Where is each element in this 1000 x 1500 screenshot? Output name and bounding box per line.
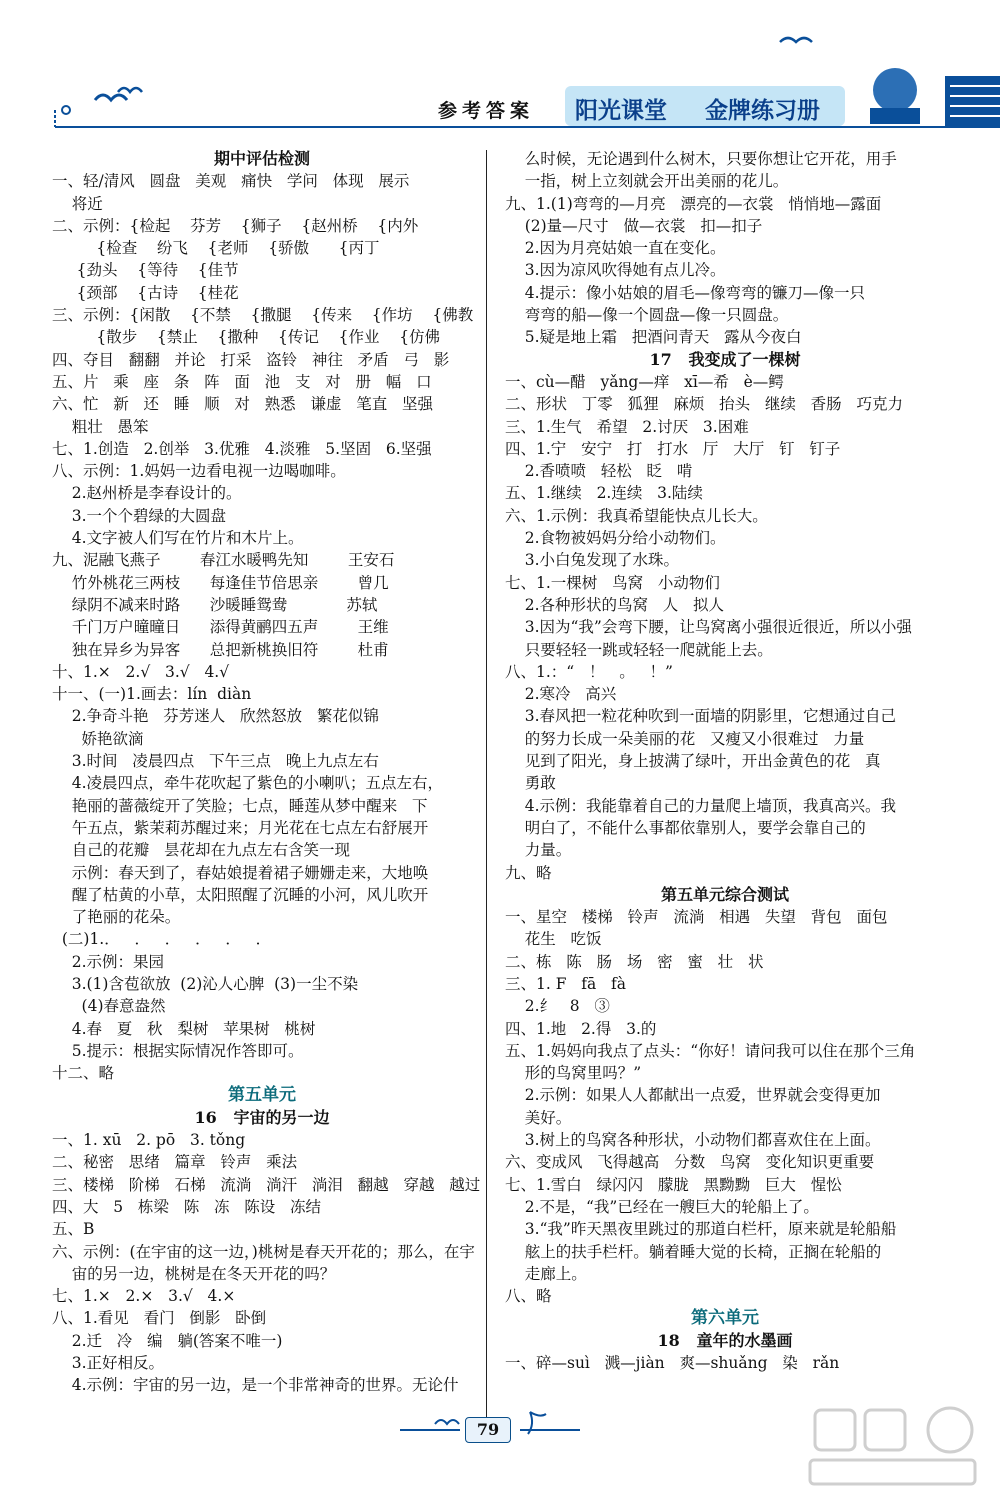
answer-line: 八、略 (505, 1287, 552, 1306)
answer-line: 示例：春天到了，春姑娘提着裙子姗姗走来，大地唤 (52, 863, 429, 882)
answer-line: 四、1.宁 安宁 打 打水 厅 大厅 钉 钉子 (505, 439, 841, 458)
answer-line: 3.小白兔发现了水珠。 (505, 551, 679, 570)
answer-line: 二、秘密 思绪 篇章 铃声 乘法 (52, 1153, 298, 1172)
lesson-heading: 16 宇宙的另一边 (194, 1107, 330, 1127)
answer-line: 2.示例：如果人人都献出一点爱，世界就会变得更加 (505, 1086, 881, 1105)
answer-line: 明白了，不能什么事都依靠别人，要学会靠自己的 (505, 818, 866, 837)
answer-line: 七、1.创造 2.创举 3.优雅 4.淡雅 5.坚固 6.坚强 (52, 439, 432, 458)
rule-ornament (62, 106, 70, 114)
answer-line: 娇艳欲滴 (52, 729, 144, 748)
answer-line: 4.凌晨四点，牵牛花吹起了紫色的小喇叭；五点左右， (52, 774, 443, 793)
answer-line: 九、略 (505, 863, 552, 882)
unit-heading: 第六单元 (691, 1308, 759, 1329)
globe-icon (873, 68, 917, 112)
answer-line: 5.疑是地上霜 把酒问青天 露从今夜白 (505, 328, 802, 347)
globe-stand (870, 108, 920, 124)
answer-line: 花生 吃饭 (505, 930, 602, 949)
answer-line: 二、形状 丁零 狐狸 麻烦 抬头 继续 香肠 巧克力 (505, 395, 903, 414)
answer-line: 3.树上的鸟窝各种形状，小动物们都喜欢住在上面。 (505, 1131, 881, 1150)
answer-line: 3.因为“我”会弯下腰，让鸟窝离小强很近很近，所以小强 (505, 618, 912, 637)
answer-line: 三、1.生气 希望 2.讨厌 3.困难 (505, 417, 749, 436)
answer-line: 力量。 (505, 841, 572, 860)
answer-line: 三、示例：{闲散 {不禁 {撒腿 {传来 {作坊 {佛教 (52, 306, 474, 325)
section-heading: 第五单元综合测试 (660, 884, 789, 904)
answer-line: 七、1.雪白 绿闪闪 朦胧 黑黝黝 巨大 惺忪 (505, 1175, 842, 1194)
answer-line: 形的鸟窝里吗？” (505, 1064, 642, 1083)
answer-line: 四、大 5 栋梁 陈 冻 陈设 冻结 (52, 1197, 322, 1216)
answer-line: 2.各种形状的鸟窝 人 拟人 (505, 595, 725, 614)
answer-line: (二)1.． ． ． ． ． ． (52, 930, 272, 949)
book-title: 金牌练习册 (705, 97, 820, 124)
answer-line: 将近 (52, 194, 103, 213)
answer-line: 六、忙 新 还 睡 顺 对 熟悉 谦虚 笔直 坚强 (52, 395, 434, 414)
answer-line: 2.迁 冷 编 躺(答案不唯一) (52, 1331, 283, 1350)
answer-line: 一指，树上立刻就会开出美丽的花儿。 (505, 172, 789, 191)
watermark-logo (805, 1395, 980, 1490)
answer-line: 八、示例：1.妈妈一边看电视一边喝咖啡。 (52, 462, 346, 481)
answer-line: 醒了枯黄的小草，太阳照醒了沉睡的小河，风儿吹开 (52, 885, 429, 904)
answer-line: 3.正好相反。 (52, 1354, 164, 1373)
page-number: 79 (465, 1417, 511, 1443)
answer-line: 4.春 夏 秋 梨树 苹果树 桃树 (52, 1019, 316, 1038)
answer-line: 千门万户曈曈日 添得黄鹂四五声 王维 (52, 618, 389, 637)
lesson-heading: 18 童年的水墨画 (657, 1330, 793, 1350)
corner-block (945, 76, 1000, 128)
answer-line: 五、1.继续 2.连续 3.陆续 (505, 484, 703, 503)
answer-line: 么时候，无论遇到什么树木，只要你想让它开花，用手 (505, 150, 897, 168)
answer-line: 勇敢 (505, 774, 556, 793)
answers-label: 参考答案 (438, 100, 535, 122)
answer-line: {劲头 {等待 {佳节 (52, 261, 239, 280)
left-column (52, 148, 481, 1397)
answer-line: 3.(1)含苞欲放 (2)沁人心脾 (3)一尘不染 (52, 974, 359, 993)
section-heading: 期中评估检测 (213, 149, 310, 168)
answer-line: 了艳丽的花朵。 (52, 908, 181, 927)
answer-line: 美好。 (505, 1108, 572, 1127)
answer-line: {散步 {禁止 {撒种 {传记 {作业 {仿佛 (52, 328, 441, 347)
answer-line: 八、1.看见 看门 倒影 卧倒 (52, 1309, 267, 1328)
page-header (0, 0, 1000, 150)
answer-line: 走廊上。 (505, 1264, 587, 1283)
lesson-heading: 17 我变成了一棵树 (649, 349, 801, 369)
answer-line: 2.赵州桥是李春设计的。 (52, 484, 242, 503)
answer-line: 十、1.× 2.√ 3.√ 4.√ (52, 662, 230, 681)
answer-line: 十二、略 (52, 1064, 115, 1083)
series-title: 阳光课堂 (575, 97, 667, 124)
answer-line: {检查 纷飞 {老师 {骄傲 {丙丁 (52, 239, 380, 258)
bird-icon (118, 88, 142, 92)
answer-line: 艳丽的蔷薇绽开了笑脸；七点，睡莲从梦中醒来 下 (52, 796, 428, 815)
answer-line: 绿阴不减来时路 沙暖睡鸳鸯 苏轼 (52, 595, 378, 614)
answer-line: 4.文字被人们写在竹片和木片上。 (52, 529, 304, 548)
answer-line: 2.不是，“我”已经在一艘巨大的轮船上了。 (505, 1197, 819, 1216)
answer-line: 3.春风把一粒花种吹到一面墙的阴影里，它想通过自己 (505, 707, 896, 726)
answer-line: 的努力长成一朵美丽的花 又瘦又小很难过 力量 (505, 729, 865, 748)
answer-line: 十一、(一)1.画去：lín diàn (52, 685, 252, 704)
answer-line: 三、楼梯 阶梯 石梯 流淌 淌汗 淌泪 翻越 穿越 越过 (52, 1175, 481, 1194)
answer-line: 粗壮 愚笨 (52, 417, 149, 436)
answer-line: 八、1.：“ ！ 。 ！” (505, 662, 673, 681)
bird-icon (780, 38, 812, 42)
answer-line: 舷上的扶手栏杆。躺着睡大觉的长椅，正搁在轮船的 (505, 1242, 882, 1261)
answer-line: 一、1. xū 2. pō 3. tǒng (52, 1131, 246, 1150)
bird-icon (95, 95, 127, 100)
answer-line: 五、B (52, 1220, 95, 1239)
answer-line: 见到了阳光，身上披满了绿叶，开出金黄色的花 真 (505, 752, 881, 771)
answer-line: 一、轻/清风 圆盘 美观 痛快 学问 体现 展示 (52, 172, 410, 191)
column-divider (486, 150, 487, 1435)
answer-line: 4.示例：我能靠着自己的力量爬上墙顶，我真高兴。我 (505, 796, 896, 815)
answer-line: 二、栋 陈 肠 场 密 蜜 壮 状 (505, 952, 764, 971)
answer-line: 4.示例：宇宙的另一边，是一个非常神奇的世界。无论什 (52, 1376, 459, 1395)
answer-line: 4.提示：像小姑娘的眉毛—像弯弯的镰刀—像一只 (505, 283, 865, 302)
answer-line: 5.提示：根据实际情况作答即可。 (52, 1041, 304, 1060)
answer-line: 九、1.(1)弯弯的—月亮 漂亮的—衣裳 悄悄地—露面 (505, 194, 882, 213)
bird-icon (435, 1420, 459, 1424)
answer-line: 七、1.× 2.× 3.√ 4.× (52, 1287, 236, 1306)
answer-line: 竹外桃花三两枝 每逢佳节倍思亲 曾几 (52, 573, 389, 592)
answer-line: 六、变成风 飞得越高 分数 鸟窝 变化知识更重要 (505, 1153, 875, 1172)
answer-line: 只要轻轻一跳或轻轻一爬就能上去。 (505, 640, 773, 659)
answer-line: 午五点，紫茉莉苏醒过来；月光花在七点左右舒展开 (52, 818, 429, 837)
answer-line: 3.时间 凌晨四点 下午三点 晚上九点左右 (52, 752, 379, 771)
answer-line: 一、碎—suì 溅—jiàn 爽—shuǎng 染 rǎn (505, 1354, 840, 1373)
answer-line: 三、1. F fā fà (505, 974, 626, 993)
answer-line: 九、泥融飞燕子 春江水暖鸭先知 王安石 (52, 551, 395, 570)
unit-heading: 第五单元 (228, 1085, 296, 1106)
answer-line: 2.纟 8 ③ (505, 997, 610, 1016)
answer-line: 3.因为凉风吹得她有点儿冷。 (505, 261, 726, 280)
answer-line: 3.一个个碧绿的大圆盘 (52, 506, 226, 525)
answer-line: 四、1.地 2.得 3.的 (505, 1019, 657, 1038)
answer-line: 五、片 乘 座 条 阵 面 池 支 对 册 幅 口 (52, 372, 432, 391)
right-column (505, 148, 945, 1374)
answer-line: 七、1.一棵树 鸟窝 小动物们 (505, 573, 720, 592)
answer-line: 二、示例：{检起 芬芳 {狮子 {赵州桥 {内外 (52, 216, 419, 235)
answer-line: 一、cù—醋 yǎng—痒 xī—希 è—鳄 (505, 372, 784, 391)
answer-line: 独在异乡为异客 总把新桃换旧符 杜甫 (52, 640, 389, 659)
answer-line: 六、示例：(在宇宙的这一边，)桃树是春天开花的；那么，在宇 (52, 1242, 475, 1261)
answer-line: 宙的另一边，桃树是在冬天开花的吗？ (52, 1264, 336, 1283)
answer-line: (4)春意盎然 (52, 997, 166, 1016)
answer-line: 2.争奇斗艳 芬芳迷人 欣然怒放 繁花似锦 (52, 707, 379, 726)
answer-line: 2.香喷喷 轻松 眨 啃 (505, 462, 693, 481)
answer-line: 2.食物被妈妈分给小动物们。 (505, 529, 726, 548)
answer-line: {颈部 {古诗 {桂花 (52, 283, 239, 302)
answer-line: 一、星空 楼梯 铃声 流淌 相遇 失望 背包 面包 (505, 908, 888, 927)
answer-line: 自己的花瓣 昙花却在九点左右含笑一现 (52, 841, 350, 860)
answer-line: 3.“我”昨天黑夜里跳过的那道白栏杆，原来就是轮船船 (505, 1220, 897, 1239)
answer-line: 2.示例：果园 (52, 952, 164, 971)
answer-line: 弯弯的船—像一个圆盘—像一只圆盘。 (505, 306, 789, 325)
answer-line: 五、1.妈妈向我点了点头：“你好！请问我可以住在那个三角 (505, 1041, 916, 1060)
answer-line: 2.因为月亮姑娘一直在变化。 (505, 239, 726, 258)
header-decoration (0, 0, 1000, 150)
answer-line: 六、1.示例：我真希望能快点儿长大。 (505, 506, 768, 525)
answer-line: 2.寒冷 高兴 (505, 685, 617, 704)
answer-line: 四、夺目 翻翻 并论 打采 盗铃 神往 矛盾 弓 影 (52, 350, 450, 369)
answer-line: (2)量—尺寸 做—衣裳 扣—扣子 (505, 216, 763, 235)
